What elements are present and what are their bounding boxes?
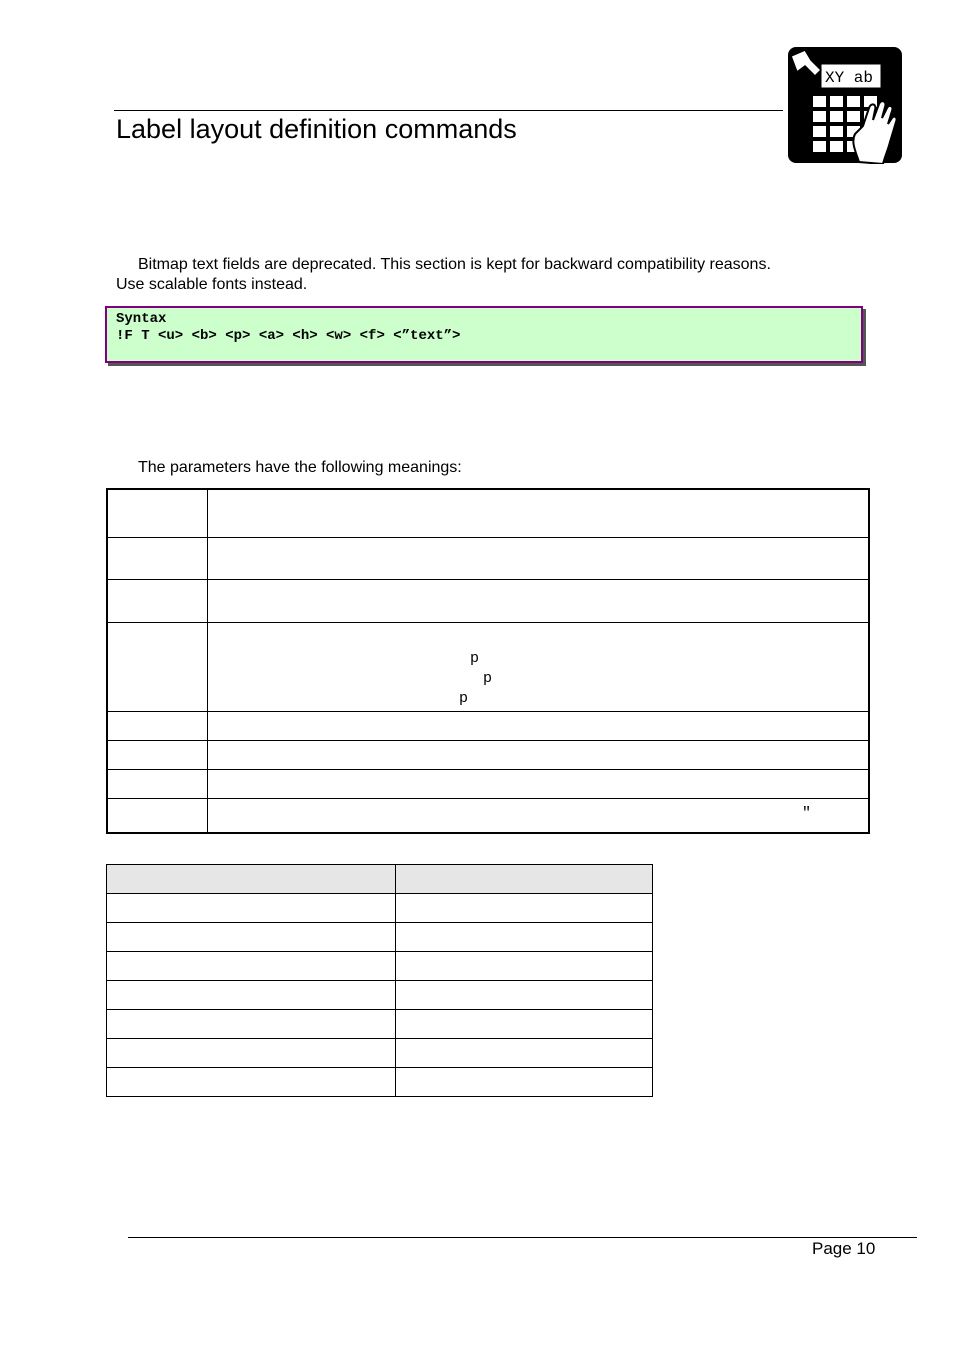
header-rule bbox=[114, 110, 783, 111]
params-intro: The parameters have the following meanings: bbox=[138, 459, 462, 476]
intro-line-1: Bitmap text fields are deprecated. This section is kept for backward compatibility reasons. bbox=[138, 256, 771, 273]
table-row bbox=[107, 740, 869, 769]
parameters-table bbox=[106, 488, 870, 834]
table-row bbox=[107, 537, 869, 579]
font-table bbox=[106, 864, 653, 1097]
param-fragment: p bbox=[459, 689, 469, 707]
param-fragment: " bbox=[802, 804, 812, 822]
logo-text: XY ab bbox=[825, 69, 874, 87]
table-row bbox=[107, 1068, 653, 1097]
table-row bbox=[107, 894, 653, 923]
syntax-box bbox=[105, 306, 863, 363]
table-row bbox=[107, 1010, 653, 1039]
table-row bbox=[107, 711, 869, 740]
table-header-row bbox=[107, 865, 653, 894]
syntax-label: Syntax bbox=[116, 311, 167, 327]
syntax-command: !F T <u> <b> <p> <a> <h> <w> <f> <”text”> bbox=[116, 328, 461, 344]
table-row bbox=[107, 923, 653, 952]
intro-line-2: Use scalable fonts instead. bbox=[116, 276, 308, 293]
table-row bbox=[107, 798, 869, 833]
param-fragment: p bbox=[483, 669, 493, 687]
table-row bbox=[107, 769, 869, 798]
param-fragment: p bbox=[470, 649, 480, 667]
calculator-hand-logo bbox=[787, 46, 903, 164]
table-row bbox=[107, 579, 869, 622]
table-row bbox=[107, 622, 869, 711]
table-row bbox=[107, 1039, 653, 1068]
table-row bbox=[107, 981, 653, 1010]
table-row bbox=[107, 489, 869, 537]
table-row bbox=[107, 952, 653, 981]
footer-rule bbox=[128, 1237, 917, 1238]
page-title: Label layout definition commands bbox=[116, 114, 517, 144]
page-number: Page 10 bbox=[812, 1239, 876, 1258]
